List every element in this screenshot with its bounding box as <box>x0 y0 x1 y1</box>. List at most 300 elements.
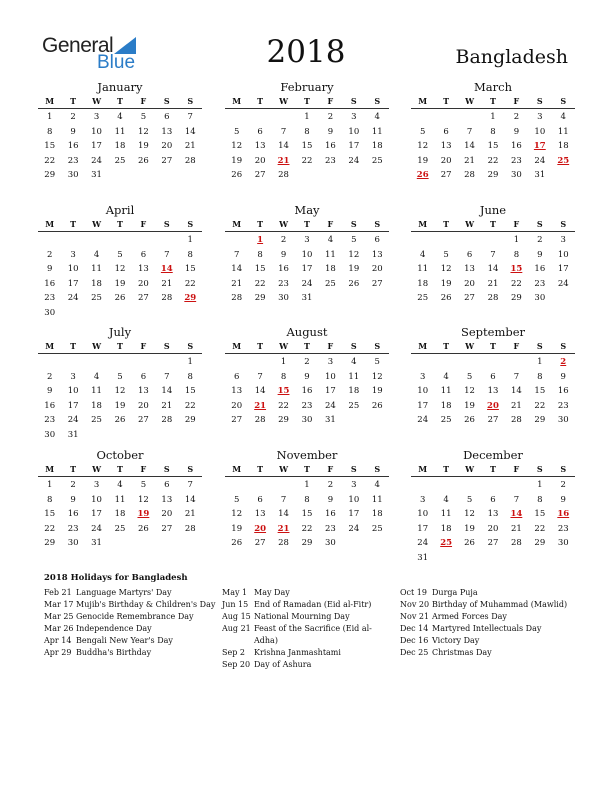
weekday-header <box>225 218 389 232</box>
day-cell: 2 <box>560 480 566 490</box>
weekday-label: S <box>163 464 170 474</box>
day-cell: 28 <box>487 293 499 304</box>
day-holiday: 19 <box>137 509 150 520</box>
weekday-label: T <box>490 96 496 106</box>
month-name: June <box>479 203 507 217</box>
weekday-label: W <box>92 96 102 106</box>
day-empty <box>481 478 504 493</box>
day-cell: 8 <box>304 494 310 505</box>
weekday-label: W <box>92 219 102 229</box>
day-empty <box>434 478 457 493</box>
day-cell: 27 <box>487 415 499 426</box>
day-cell: 21 <box>510 523 522 534</box>
day-cell: 16 <box>324 509 336 520</box>
day-holiday: 25 <box>440 538 453 549</box>
day-cell: 15 <box>184 386 196 397</box>
day-cell: 7 <box>164 249 170 260</box>
day-cell: 11 <box>114 494 126 505</box>
day-empty <box>108 355 131 370</box>
weekday-label: S <box>163 96 170 106</box>
day-cell: 31 <box>417 552 429 563</box>
day-cell: 5 <box>234 126 240 137</box>
weekday-label: F <box>327 96 334 106</box>
day-cell: 5 <box>234 494 240 505</box>
day-cell: 23 <box>278 278 289 289</box>
day-cell: 10 <box>534 126 546 137</box>
weekday-label: W <box>279 341 289 351</box>
holiday-row <box>44 623 220 635</box>
day-cell: 11 <box>440 386 452 397</box>
day-cell: 31 <box>91 538 102 549</box>
day-cell: 22 <box>44 155 56 166</box>
month-april <box>38 203 202 321</box>
month-october <box>38 448 202 551</box>
days-grid <box>38 355 202 443</box>
day-cell: 31 <box>301 293 313 304</box>
weekday-label: S <box>560 341 567 351</box>
day-cell: 18 <box>440 523 452 534</box>
day-cell: 19 <box>114 400 126 411</box>
holiday-date: Sep 20 <box>222 660 251 669</box>
day-cell: 30 <box>557 415 569 426</box>
day-cell: 5 <box>443 249 449 260</box>
day-cell: 7 <box>280 494 287 505</box>
day-cell: 9 <box>304 371 310 382</box>
day-cell: 20 <box>161 141 173 152</box>
day-cell: 7 <box>257 371 263 382</box>
holiday-date: Mar 26 <box>44 624 74 633</box>
day-cell: 24 <box>67 415 79 426</box>
day-cell: 15 <box>534 509 546 520</box>
day-cell: 1 <box>47 112 53 122</box>
day-cell: 22 <box>534 400 546 411</box>
day-cell: 3 <box>560 235 566 245</box>
day-cell: 18 <box>557 141 569 152</box>
weekday-label: M <box>232 464 242 474</box>
day-cell: 29 <box>510 293 522 304</box>
weekday-header <box>38 95 202 109</box>
day-cell: 28 <box>231 293 243 304</box>
day-cell: 13 <box>371 249 383 260</box>
day-empty <box>248 478 271 493</box>
holiday-name: Adha) <box>254 636 278 645</box>
day-cell: 17 <box>348 509 360 520</box>
weekday-header <box>225 95 389 109</box>
day-empty <box>155 233 178 248</box>
weekday-label: T <box>304 341 310 351</box>
day-cell: 30 <box>557 538 569 549</box>
day-cell: 9 <box>70 126 76 137</box>
day-cell: 2 <box>47 371 53 382</box>
day-cell: 11 <box>348 371 360 382</box>
day-cell: 14 <box>161 386 173 397</box>
days-grid <box>411 110 575 183</box>
holiday-row <box>400 599 570 611</box>
day-cell: 21 <box>510 400 522 411</box>
day-holiday: 1 <box>257 235 264 245</box>
day-cell: 14 <box>184 126 196 137</box>
day-empty <box>225 233 248 248</box>
days-grid <box>411 233 575 306</box>
holiday-date: Nov 20 <box>400 600 430 609</box>
day-cell: 23 <box>557 523 569 534</box>
day-cell: 12 <box>114 264 126 275</box>
month-name: November <box>276 448 338 462</box>
day-cell: 8 <box>280 371 287 382</box>
day-cell: 31 <box>324 415 336 426</box>
day-cell: 2 <box>513 112 520 122</box>
day-cell: 23 <box>324 523 336 534</box>
day-cell: 29 <box>44 538 56 549</box>
month-name: March <box>474 80 512 94</box>
weekday-label: S <box>374 219 381 229</box>
day-cell: 16 <box>510 141 522 152</box>
day-cell: 6 <box>490 494 496 505</box>
holiday-row <box>222 623 398 635</box>
weekday-label: T <box>117 96 123 106</box>
day-cell: 22 <box>301 155 313 166</box>
holiday-row <box>44 635 220 647</box>
day-cell: 30 <box>510 170 522 181</box>
weekday-label: W <box>92 464 102 474</box>
day-cell: 20 <box>487 523 499 534</box>
day-cell: 20 <box>231 400 243 411</box>
day-cell: 8 <box>257 249 263 260</box>
day-cell: 3 <box>304 235 310 245</box>
day-cell: 13 <box>161 494 173 505</box>
day-cell: 5 <box>466 371 473 382</box>
day-cell: 24 <box>301 278 313 289</box>
weekday-header <box>411 95 575 109</box>
weekday-label: F <box>513 341 520 351</box>
month-september <box>411 325 575 428</box>
weekday-label: F <box>513 96 520 106</box>
day-cell: 12 <box>114 386 126 397</box>
day-cell: 25 <box>371 523 383 534</box>
day-cell: 29 <box>254 293 266 304</box>
day-cell: 29 <box>278 415 289 426</box>
day-cell: 10 <box>91 494 102 505</box>
day-cell: 3 <box>351 480 357 490</box>
weekday-label: W <box>279 96 289 106</box>
weekday-label: M <box>45 96 55 106</box>
holiday-name: Independence Day <box>76 624 152 633</box>
day-cell: 13 <box>487 386 499 397</box>
day-cell: 14 <box>510 386 522 397</box>
weekday-label: T <box>257 96 264 106</box>
day-cell: 17 <box>324 386 336 397</box>
logo-text-general: General <box>42 34 114 57</box>
weekday-label: M <box>418 96 428 106</box>
day-cell: 16 <box>44 278 56 289</box>
day-cell: 22 <box>254 278 266 289</box>
holiday-name: Christmas Day <box>432 648 492 657</box>
weekday-label: S <box>187 96 194 106</box>
day-cell: 8 <box>47 126 53 137</box>
day-cell: 2 <box>327 112 334 122</box>
day-cell: 30 <box>301 415 313 426</box>
day-cell: 4 <box>374 112 380 122</box>
day-empty <box>61 233 84 248</box>
day-cell: 26 <box>464 538 475 549</box>
day-cell: 15 <box>184 264 196 275</box>
holiday-name: Martyred Intellectuals Day <box>432 624 542 633</box>
day-cell: 13 <box>254 509 266 520</box>
holiday-row <box>400 623 570 635</box>
day-cell: 9 <box>560 494 566 505</box>
holiday-date <box>222 635 254 647</box>
weekday-label: M <box>418 219 428 229</box>
day-cell: 10 <box>417 509 429 520</box>
day-cell: 1 <box>187 357 193 367</box>
weekday-label: T <box>443 219 450 229</box>
day-cell: 22 <box>278 400 289 411</box>
weekday-label: W <box>465 341 475 351</box>
weekday-label: W <box>279 219 289 229</box>
holiday-row <box>44 611 220 623</box>
day-cell: 24 <box>348 155 360 166</box>
day-cell: 3 <box>70 371 76 382</box>
weekday-header <box>411 340 575 354</box>
day-cell: 11 <box>324 249 336 260</box>
weekday-label: T <box>304 464 310 474</box>
day-cell: 16 <box>324 141 336 152</box>
weekday-label: F <box>140 96 147 106</box>
day-cell: 30 <box>67 170 79 181</box>
day-cell: 18 <box>114 141 126 152</box>
day-cell: 11 <box>440 509 452 520</box>
day-cell: 1 <box>513 235 520 245</box>
weekday-label: S <box>374 464 381 474</box>
day-cell: 16 <box>534 264 546 275</box>
day-cell: 9 <box>327 494 334 505</box>
day-cell: 26 <box>231 170 243 181</box>
holidays-title: 2018 Holidays for Bangladesh <box>44 573 188 583</box>
day-cell: 1 <box>304 480 310 490</box>
day-empty <box>411 355 434 370</box>
day-cell: 23 <box>324 155 336 166</box>
day-cell: 11 <box>371 494 383 505</box>
weekday-label: M <box>232 96 242 106</box>
day-cell: 27 <box>371 278 383 289</box>
day-cell: 29 <box>44 170 56 181</box>
day-cell: 26 <box>137 155 149 166</box>
day-cell: 10 <box>67 386 79 397</box>
weekday-header <box>38 340 202 354</box>
holiday-name: Day of Ashura <box>254 660 312 669</box>
holiday-date: Mar 25 <box>44 612 74 621</box>
day-cell: 12 <box>137 126 149 137</box>
holiday-date: Oct 19 <box>400 588 427 597</box>
day-cell: 26 <box>114 415 126 426</box>
weekday-label: M <box>45 464 55 474</box>
days-grid <box>411 478 575 566</box>
day-cell: 24 <box>91 155 102 166</box>
day-cell: 4 <box>443 494 449 505</box>
day-cell: 5 <box>117 249 123 260</box>
day-cell: 23 <box>44 415 56 426</box>
holiday-row <box>222 635 398 647</box>
weekday-header <box>411 218 575 232</box>
day-cell: 10 <box>301 249 313 260</box>
day-cell: 14 <box>487 264 499 275</box>
day-cell: 19 <box>464 523 475 534</box>
holiday-name: Genocide Remembrance Day <box>76 612 194 621</box>
day-cell: 4 <box>93 371 100 382</box>
day-cell: 29 <box>534 538 546 549</box>
day-cell: 6 <box>257 494 263 505</box>
day-cell: 29 <box>184 415 196 426</box>
days-grid <box>38 478 202 551</box>
holiday-name: Language Martyrs' Day <box>76 588 172 597</box>
day-cell: 4 <box>117 112 123 122</box>
day-cell: 21 <box>464 155 475 166</box>
day-cell: 16 <box>67 141 79 152</box>
day-cell: 28 <box>278 170 289 181</box>
day-cell: 25 <box>440 415 452 426</box>
weekday-label: T <box>304 219 310 229</box>
day-empty <box>505 355 528 370</box>
day-empty <box>248 355 271 370</box>
holiday-row <box>44 647 220 659</box>
weekday-label: T <box>443 96 450 106</box>
day-cell: 6 <box>140 371 147 382</box>
weekday-label: S <box>536 464 543 474</box>
holiday-name: Feast of the Sacrifice (Eid al- <box>254 624 372 633</box>
day-cell: 15 <box>254 264 266 275</box>
day-cell: 3 <box>93 480 100 490</box>
country-name: Bangladesh <box>455 46 568 68</box>
day-cell: 21 <box>487 278 499 289</box>
day-cell: 7 <box>513 494 520 505</box>
weekday-label: S <box>536 96 543 106</box>
day-cell: 10 <box>67 264 79 275</box>
day-cell: 23 <box>67 523 79 534</box>
day-cell: 20 <box>371 264 383 275</box>
day-holiday: 21 <box>254 400 267 411</box>
day-cell: 7 <box>187 480 193 490</box>
day-cell: 12 <box>464 509 475 520</box>
day-cell: 26 <box>348 278 360 289</box>
holiday-row <box>222 611 398 623</box>
day-cell: 7 <box>187 112 193 122</box>
month-name: January <box>97 80 143 94</box>
weekday-label: W <box>465 464 475 474</box>
weekday-label: S <box>187 464 194 474</box>
weekday-label: F <box>327 464 334 474</box>
day-cell: 10 <box>348 126 360 137</box>
day-cell: 13 <box>464 264 475 275</box>
day-empty <box>225 355 248 370</box>
month-name: February <box>280 80 334 94</box>
day-cell: 19 <box>371 386 383 397</box>
day-cell: 25 <box>417 293 429 304</box>
day-cell: 7 <box>234 249 240 260</box>
weekday-label: T <box>70 219 77 229</box>
day-cell: 6 <box>140 249 147 260</box>
day-cell: 1 <box>490 112 496 122</box>
day-empty <box>434 233 457 248</box>
day-holiday: 29 <box>184 293 197 304</box>
day-cell: 30 <box>324 538 336 549</box>
day-cell: 23 <box>301 400 313 411</box>
day-cell: 30 <box>278 293 289 304</box>
day-empty <box>458 110 481 125</box>
day-cell: 29 <box>301 538 313 549</box>
day-cell: 9 <box>280 249 287 260</box>
weekday-label: W <box>465 96 475 106</box>
day-cell: 13 <box>137 386 149 397</box>
day-cell: 3 <box>537 112 543 122</box>
day-cell: 22 <box>44 523 56 534</box>
day-cell: 6 <box>374 235 380 245</box>
day-holiday: 2 <box>560 357 567 367</box>
weekday-label: T <box>443 341 450 351</box>
month-november <box>225 448 389 551</box>
day-cell: 19 <box>348 264 360 275</box>
day-empty <box>458 478 481 493</box>
day-cell: 9 <box>327 126 334 137</box>
weekday-label: S <box>536 219 543 229</box>
holiday-date: Nov 21 <box>400 612 430 621</box>
day-empty <box>38 233 61 248</box>
day-cell: 27 <box>440 170 452 181</box>
day-cell: 4 <box>351 357 357 367</box>
day-cell: 24 <box>348 523 360 534</box>
day-holiday: 15 <box>510 264 523 275</box>
holidays-column <box>222 587 398 671</box>
day-cell: 25 <box>114 523 126 534</box>
day-cell: 3 <box>420 494 426 505</box>
day-cell: 4 <box>117 480 123 490</box>
day-cell: 18 <box>324 264 336 275</box>
day-cell: 20 <box>464 278 475 289</box>
weekday-label: M <box>232 219 242 229</box>
day-cell: 25 <box>114 155 126 166</box>
day-cell: 29 <box>487 170 499 181</box>
day-empty <box>85 233 108 248</box>
day-cell: 5 <box>420 126 426 137</box>
day-cell: 18 <box>371 509 383 520</box>
day-cell: 24 <box>67 293 79 304</box>
day-cell: 8 <box>187 249 193 260</box>
day-cell: 20 <box>440 155 452 166</box>
holiday-name: Buddha's Birthday <box>76 648 152 657</box>
day-cell: 30 <box>44 307 56 318</box>
weekday-label: S <box>560 96 567 106</box>
day-empty <box>458 355 481 370</box>
day-holiday: 21 <box>277 523 290 534</box>
month-february <box>225 80 389 183</box>
weekday-label: T <box>70 96 77 106</box>
day-empty <box>225 110 248 125</box>
day-cell: 4 <box>443 371 449 382</box>
holiday-date: Apr 14 <box>44 636 72 645</box>
day-empty <box>155 355 178 370</box>
day-cell: 24 <box>417 415 429 426</box>
holiday-date: Sep 2 <box>222 648 245 657</box>
day-cell: 21 <box>184 509 196 520</box>
holiday-date: Aug 21 <box>222 624 251 633</box>
holiday-name: Bengali New Year's Day <box>76 636 173 645</box>
day-cell: 15 <box>487 141 499 152</box>
day-cell: 21 <box>161 400 173 411</box>
day-cell: 3 <box>420 371 426 382</box>
day-cell: 26 <box>464 415 475 426</box>
weekday-header <box>225 463 389 477</box>
day-cell: 10 <box>557 249 569 260</box>
day-cell: 24 <box>534 155 546 166</box>
